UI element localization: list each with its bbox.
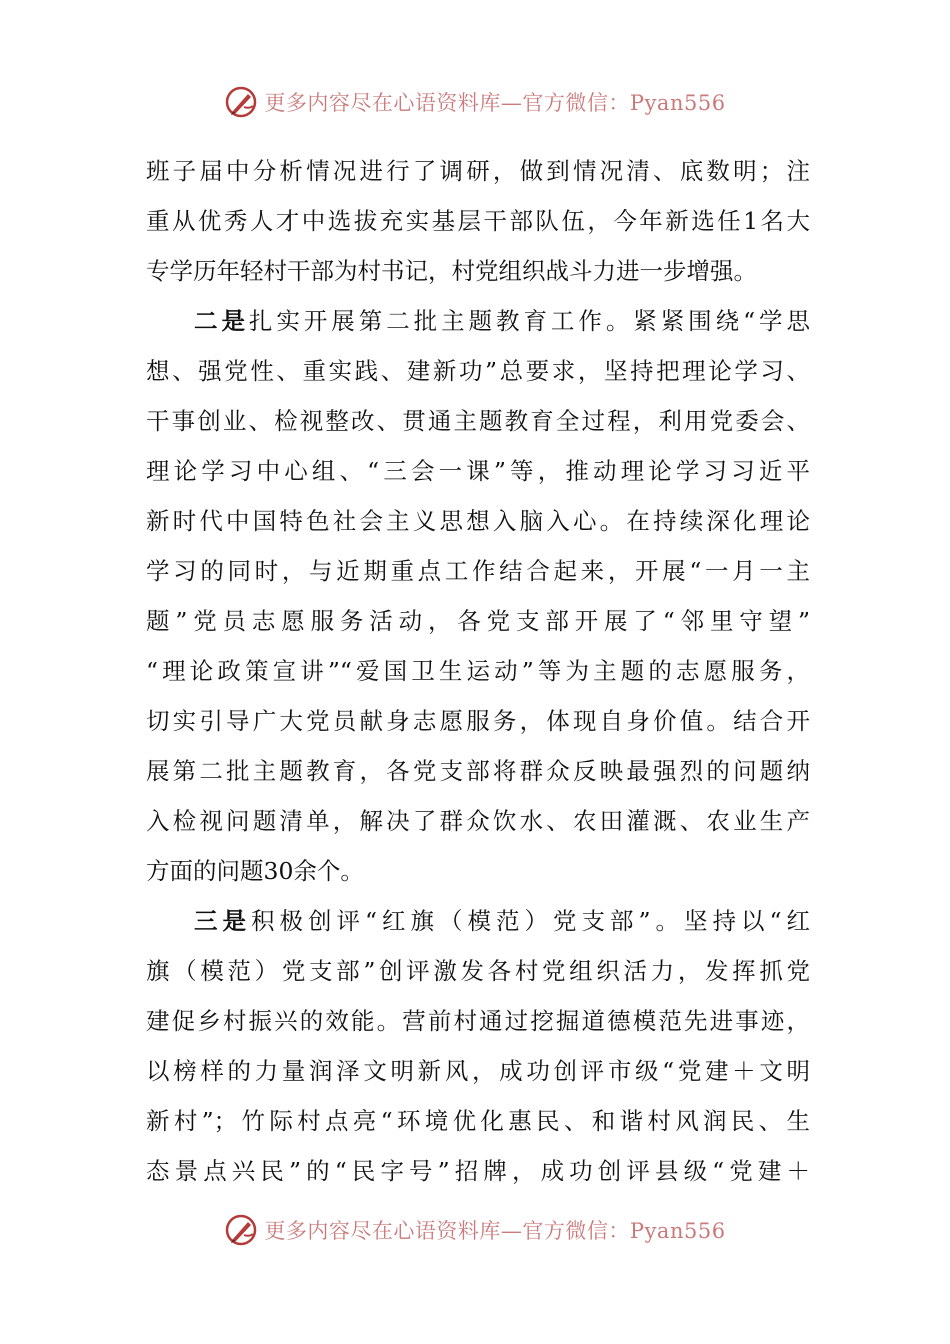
text-line: 学习的同时，与近期重点工作结合起来，开展“一月一主 bbox=[146, 557, 810, 585]
paragraph-1 bbox=[146, 146, 810, 296]
text-line bbox=[146, 296, 810, 346]
text-line: 班子届中分析情况进行了调研，做到情况清、底数明；注 bbox=[146, 157, 810, 185]
text-line: 想、强党性、重实践、建新功”总要求，坚持把理论学习、 bbox=[146, 357, 810, 385]
text-line: 干事创业、检视整改、贯通主题教育全过程，利用党委会、 bbox=[146, 407, 810, 435]
paragraph-2 bbox=[146, 296, 810, 896]
text-line: 重从优秀人才中选拔充实基层干部队伍，今年新选任1名大 bbox=[146, 207, 810, 235]
footer-banner bbox=[0, 1210, 950, 1250]
document-body bbox=[146, 146, 810, 1196]
paragraph-lead: 三是 bbox=[194, 907, 251, 935]
footer-banner-text: 更多内容尽在心语资料库—官方微信：Pyan556 bbox=[264, 1219, 726, 1243]
text-line: 以榜样的力量润泽文明新风，成功创评市级“党建＋文明 bbox=[146, 1057, 810, 1085]
text-line: 展第二批主题教育，各党支部将群众反映最强烈的问题纳 bbox=[146, 757, 810, 785]
text-line: 理论学习中心组、“三会一课”等，推动理论学习习近平 bbox=[146, 457, 810, 485]
text-line: “理论政策宣讲”“爱国卫生运动”等为主题的志愿服务， bbox=[146, 657, 810, 685]
text-line: 态景点兴民”的“民字号”招牌，成功创评县级“党建＋ bbox=[146, 1157, 810, 1185]
text-line: 建促乡村振兴的效能。营前村通过挖掘道德模范先进事迹， bbox=[146, 1007, 810, 1035]
pen-logo-icon bbox=[224, 85, 258, 119]
text-line bbox=[146, 896, 810, 946]
pen-logo-icon bbox=[224, 1213, 258, 1247]
header-banner bbox=[0, 82, 950, 122]
text-line: 切实引导广大党员献身志愿服务，体现自身价值。结合开 bbox=[146, 707, 810, 735]
text-line: 新时代中国特色社会主义思想入脑入心。在持续深化理论 bbox=[146, 507, 810, 535]
header-banner-text: 更多内容尽在心语资料库—官方微信：Pyan556 bbox=[264, 91, 726, 115]
text-line: 入检视问题清单，解决了群众饮水、农田灌溉、农业生产 bbox=[146, 807, 810, 835]
text-line: 旗（模范）党支部”创评激发各村党组织活力，发挥抓党 bbox=[146, 957, 810, 985]
text-line: 新村”；竹际村点亮“环境优化惠民、和谐村风润民、生 bbox=[146, 1107, 810, 1135]
text-line: 方面的问题30余个。 bbox=[146, 857, 364, 885]
text-run: 积极创评“红旗（模范）党支部”。坚持以“红 bbox=[251, 907, 810, 935]
text-line: 题”党员志愿服务活动，各党支部开展了“邻里守望” bbox=[146, 607, 810, 635]
text-run: 扎实开展第二批主题教育工作。紧紧围绕“学思 bbox=[248, 307, 810, 335]
paragraph-3 bbox=[146, 896, 810, 1196]
text-line: 专学历年轻村干部为村书记，村党组织战斗力进一步增强。 bbox=[146, 257, 757, 285]
paragraph-lead: 二是 bbox=[194, 307, 249, 335]
